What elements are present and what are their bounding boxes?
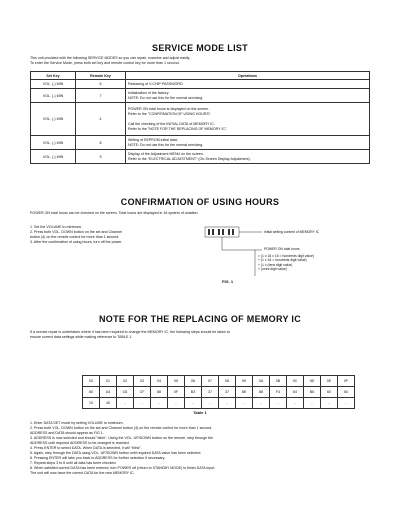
data-cell: C6	[117, 387, 134, 398]
hours-formula	[258, 254, 314, 272]
data-cell: 60	[321, 387, 338, 398]
data-cell: -	[304, 398, 321, 409]
operation-line: NOTE: Do not use this for the normal servicing.	[128, 95, 204, 100]
address-cell: 0C	[287, 376, 304, 387]
data-cell: CF	[134, 387, 151, 398]
operation-line: Releasing of V-CHIP PASSWORD	[128, 81, 183, 86]
formula-line: + (1 x (tens digit value)	[258, 262, 293, 267]
intro-line: If a service repair is undertaken where it has been required to change the MEMORY IC, the following steps should be taken to	[30, 330, 231, 334]
intro-line: POWER ON total hours can be checked on the screen. Total hours are displayed in 16 system of notation.	[30, 211, 199, 215]
table-row	[83, 376, 355, 387]
remote-key-cell: 8	[76, 136, 126, 150]
data-cell: F4	[270, 387, 287, 398]
operation-line: Display of the Adjustment MENU on the screen.	[128, 151, 204, 156]
data-cell: 8E	[236, 387, 253, 398]
header-set-key: Set Key	[31, 72, 76, 80]
operation-line: Writing of EEPROM initial data.	[128, 137, 178, 142]
data-cell: -	[287, 398, 304, 409]
data-cell: -	[134, 398, 151, 409]
step-line: 4. Press ENTER to select DATA. When DATA is selected, it will "blink".	[30, 446, 142, 450]
step-line: ADDRESS and DATA should appear as FIG 1.	[30, 431, 104, 435]
data-cell: -	[151, 398, 168, 409]
data-cell: -	[270, 398, 287, 409]
data-cell: A4	[100, 387, 117, 398]
data-cell: 80	[83, 387, 100, 398]
digit-mark	[222, 229, 224, 235]
operation-line: POWER ON total hours is displayed on the screen.	[128, 106, 210, 111]
operation-line: Call the checking of the INITIAL DATA of MEMORY IC.	[128, 121, 215, 126]
table-1-label: Table 1	[193, 410, 207, 415]
remote-key-cell: 4	[76, 103, 126, 136]
operation-line: Initialization of the factory	[128, 90, 169, 95]
address-cell: 0F	[338, 376, 355, 387]
data-cell: -	[168, 398, 185, 409]
set-key-cell: VOL. (-) MIN	[31, 136, 76, 150]
data-cell: B3	[185, 387, 202, 398]
formula-line: = (1 x 16 x 16 = hundreds digit value)	[258, 254, 314, 258]
step-line: 5. Again, step through the DATA using VOL. UP/DOWN button until required DATA value has been selected.	[30, 451, 202, 455]
operation-line: Refer to the "NOTE FOR THE REPLACING OF MEMORY IC".	[128, 126, 228, 131]
address-cell: 03	[134, 376, 151, 387]
operation-line: Refer to the "CONFIRMATION OF USING HOURS".	[128, 111, 212, 116]
address-cell: 07	[202, 376, 219, 387]
address-cell: 0B	[270, 376, 287, 387]
hours-title: CONFIRMATION OF USING HOURS	[120, 197, 280, 207]
address-cell: 02	[117, 376, 134, 387]
data-cell: -	[236, 398, 253, 409]
set-key-cell: VOL. (-) MIN	[31, 80, 76, 89]
address-cell: 0E	[321, 376, 338, 387]
memory-address-table	[82, 375, 355, 409]
remote-key-cell: 6	[76, 80, 126, 89]
address-cell: 04	[151, 376, 168, 387]
fig-1-label: FIG. 1	[222, 279, 234, 284]
step-line: ADDRESS until required ADDRESS to be changed is reached.	[30, 441, 130, 445]
table-row	[83, 398, 355, 409]
operation-line: Refer to the "ELECTRICAL ADJUSTMENT" (On-Screen Display Adjustment).	[128, 156, 251, 161]
data-cell: 88	[151, 387, 168, 398]
data-cell: -	[321, 398, 338, 409]
data-cell: 37	[202, 387, 219, 398]
step-line: button (4) on the remote control for more than 1 second.	[30, 235, 120, 239]
digit-mark	[212, 229, 214, 235]
formula-line: + (1 x 16 = hundreds digit value)	[258, 258, 307, 263]
address-cell: 01	[100, 376, 117, 387]
memory-title: NOTE FOR THE REPLACING OF MEMORY IC	[98, 314, 301, 324]
digit-mark	[228, 229, 230, 235]
data-cell: -	[253, 398, 270, 409]
formula-line: + (ones digit value)	[258, 267, 287, 272]
set-key-cell: VOL. (-) MIN	[31, 103, 76, 136]
remote-key-cell: 9	[76, 150, 126, 164]
data-cell: 40	[100, 398, 117, 409]
intro-line: This unit provided with the following SERVICE MODES so you can repair, examine and adjust easily.	[30, 56, 191, 60]
address-cell: 05	[168, 376, 185, 387]
data-cell: 88	[253, 387, 270, 398]
address-cell: 0D	[304, 376, 321, 387]
service-mode-title: SERVICE MODE LIST	[152, 43, 248, 53]
step-line: 1. Enter DATA SET mode by setting VOLUME to minimum.	[30, 421, 124, 425]
memory-intro	[30, 330, 370, 340]
step-line: 1. Set the VOLUME to minimum.	[30, 225, 83, 229]
callout-power-on-hours: POWER ON total hours	[264, 247, 300, 251]
memory-steps	[30, 421, 375, 476]
set-key-cell: VOL. (-) MIN	[31, 89, 76, 103]
address-cell: 0A	[253, 376, 270, 387]
step-line: 6. Pressing ENTER will take you back to ADDRESS for further selection if necessary.	[30, 456, 166, 460]
data-cell: 0F	[168, 387, 185, 398]
header-operations: Operations	[126, 72, 370, 80]
step-line: 7. Repeat steps 3 to 6 until all data has been checked.	[30, 461, 117, 465]
callout-initial-setting: Initial setting content of MEMORY IC	[264, 230, 320, 234]
data-cell: -	[338, 398, 355, 409]
digit-mark	[232, 229, 234, 235]
address-cell: 00	[83, 376, 100, 387]
data-cell: -	[185, 398, 202, 409]
data-cell: B6	[304, 387, 321, 398]
address-cell: 08	[219, 376, 236, 387]
address-cell: 06	[185, 376, 202, 387]
set-key-cell: VOL. (-) MIN	[31, 150, 76, 164]
intro-line: To enter the Service Mode, press both set key and remote control key for more than 1 second.	[30, 61, 180, 65]
step-line: 2. Press both VOL. DOWN button on the set and Channel button (4) on the remote control for more than 1 second.	[30, 426, 213, 430]
step-line: The unit will now have the correct DATA for the new MEMORY IC.	[30, 471, 135, 475]
step-line: 3. After the confirmation of using hours, turn off the power.	[30, 240, 123, 244]
data-cell: 64	[287, 387, 304, 398]
data-cell: 60	[338, 387, 355, 398]
intro-line: ensure correct data settings while making reference to TABLE 1.	[30, 335, 133, 339]
header-remote-key: Remote Key	[76, 72, 126, 80]
data-cell: 10	[83, 398, 100, 409]
address-cell: 09	[236, 376, 253, 387]
step-line: 8. When satisfied correct DATA has been entered, turn POWER off (return to STANDBY MODE) to finish DATA input.	[30, 466, 216, 470]
data-cell: -	[219, 398, 236, 409]
data-cell: -	[202, 398, 219, 409]
data-cell: -	[117, 398, 134, 409]
data-cell: 37	[219, 387, 236, 398]
digit-mark	[218, 229, 220, 235]
operation-line: NOTE: Do not use this for the normal servicing.	[128, 142, 204, 147]
step-line: 3. ADDRESS is now selected and should "blink". Using the VOL. UP/DOWN button on the remote, step through the	[30, 436, 214, 440]
digit-mark	[208, 229, 210, 235]
step-line: 2. Press both VOL. DOWN button on the set and Channel	[30, 230, 122, 234]
table-row	[83, 387, 355, 398]
remote-key-cell: 7	[76, 89, 126, 103]
